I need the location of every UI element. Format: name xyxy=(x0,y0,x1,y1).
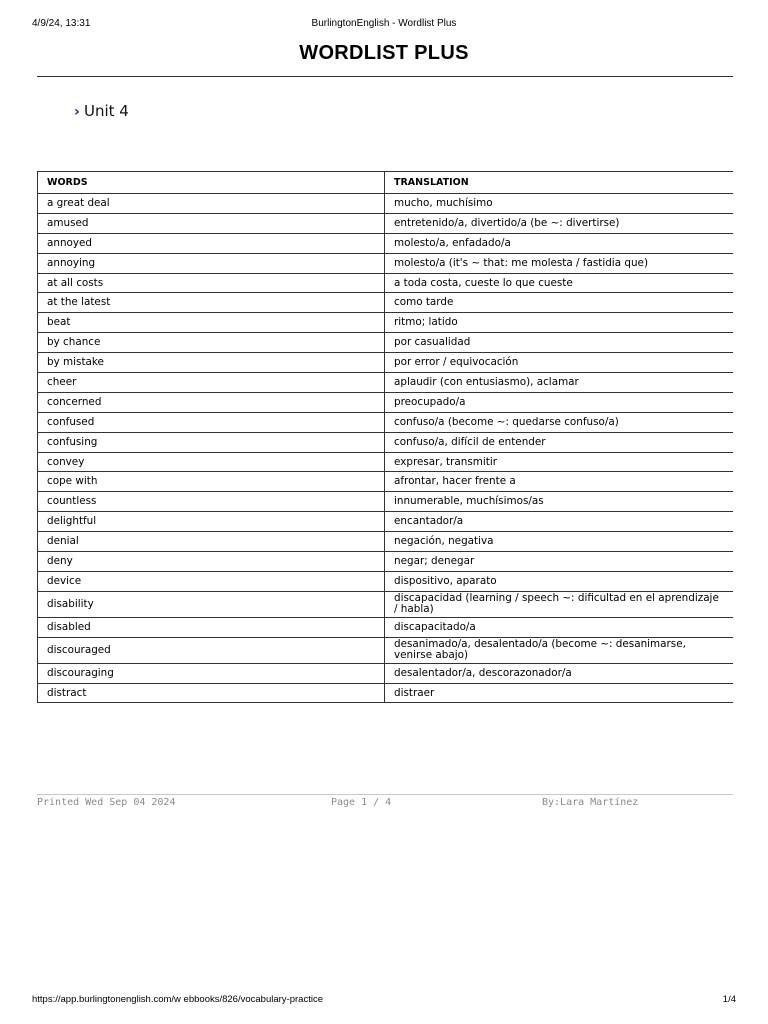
table-body xyxy=(38,194,734,703)
word-cell: confusing xyxy=(38,432,385,452)
translation-cell: molesto/a, enfadado/a xyxy=(385,233,734,253)
word-cell: confused xyxy=(38,412,385,432)
word-cell: cope with xyxy=(38,472,385,492)
translation-cell: expresar, transmitir xyxy=(385,452,734,472)
translation-cell: discapacidad (learning / speech ~: dificultad en el aprendizaje / habla) xyxy=(385,591,734,617)
word-cell: disability xyxy=(38,591,385,617)
word-cell: annoyed xyxy=(38,233,385,253)
print-page-count: 1/4 xyxy=(722,994,736,1005)
translation-cell: innumerable, muchísimos/as xyxy=(385,492,734,512)
table-row xyxy=(38,532,734,552)
table-row xyxy=(38,233,734,253)
table-row xyxy=(38,313,734,333)
table-row xyxy=(38,333,734,353)
word-cell: device xyxy=(38,571,385,591)
translation-cell: ritmo; latido xyxy=(385,313,734,333)
table-row xyxy=(38,512,734,532)
table-row xyxy=(38,637,734,663)
translation-cell: confuso/a (become ~: quedarse confuso/a) xyxy=(385,412,734,432)
word-cell: a great deal xyxy=(38,194,385,214)
unit-heading xyxy=(74,102,129,120)
translation-cell: como tarde xyxy=(385,293,734,313)
column-header-translation: TRANSLATION xyxy=(385,172,734,194)
table-row xyxy=(38,293,734,313)
word-cell: concerned xyxy=(38,392,385,412)
translation-cell: preocupado/a xyxy=(385,392,734,412)
translation-cell: dispositivo, aparato xyxy=(385,571,734,591)
translation-cell: desanimado/a, desalentado/a (become ~: desanimarse, venirse abajo) xyxy=(385,637,734,663)
word-cell: denial xyxy=(38,532,385,552)
translation-cell: por casualidad xyxy=(385,333,734,353)
word-cell: discouraging xyxy=(38,663,385,683)
column-header-words: WORDS xyxy=(38,172,385,194)
print-footer xyxy=(32,994,736,1008)
translation-cell: negación, negativa xyxy=(385,532,734,552)
translation-cell: discapacitado/a xyxy=(385,617,734,637)
footer-divider xyxy=(37,794,733,795)
translation-cell: negar; denegar xyxy=(385,552,734,572)
word-cell: annoying xyxy=(38,253,385,273)
table-row xyxy=(38,432,734,452)
word-cell: beat xyxy=(38,313,385,333)
translation-cell: a toda costa, cueste lo que cueste xyxy=(385,273,734,293)
table-row xyxy=(38,452,734,472)
table-row xyxy=(38,273,734,293)
table-row xyxy=(38,253,734,273)
word-cell: amused xyxy=(38,213,385,233)
document-footer xyxy=(37,797,733,811)
table-row xyxy=(38,571,734,591)
author-byline: By:Lara Martínez xyxy=(542,797,639,808)
word-cell: by chance xyxy=(38,333,385,353)
translation-cell: distraer xyxy=(385,683,734,703)
word-cell: at all costs xyxy=(38,273,385,293)
table-row xyxy=(38,392,734,412)
table-row xyxy=(38,412,734,432)
translation-cell: mucho, muchísimo xyxy=(385,194,734,214)
table-row xyxy=(38,617,734,637)
table-row xyxy=(38,373,734,393)
table-header-row xyxy=(38,172,734,194)
table-row xyxy=(38,194,734,214)
word-cell: deny xyxy=(38,552,385,572)
table-row xyxy=(38,552,734,572)
translation-cell: por error / equivocación xyxy=(385,353,734,373)
table-row xyxy=(38,213,734,233)
word-cell: at the latest xyxy=(38,293,385,313)
page-url: https://app.burlingtonenglish.com/w ebbooks/826/vocabulary-practice xyxy=(32,994,323,1005)
translation-cell: confuso/a, difícil de entender xyxy=(385,432,734,452)
word-cell: disabled xyxy=(38,617,385,637)
word-cell: delightful xyxy=(38,512,385,532)
print-header xyxy=(32,18,736,32)
unit-label: Unit 4 xyxy=(84,102,129,120)
word-cell: convey xyxy=(38,452,385,472)
translation-cell: afrontar, hacer frente a xyxy=(385,472,734,492)
translation-cell: desalentador/a, descorazonador/a xyxy=(385,663,734,683)
word-cell: distract xyxy=(38,683,385,703)
table-row xyxy=(38,683,734,703)
translation-cell: aplaudir (con entusiasmo), aclamar xyxy=(385,373,734,393)
page-number: Page 1 / 4 xyxy=(331,797,392,808)
table-row xyxy=(38,663,734,683)
print-datetime: 4/9/24, 13:31 xyxy=(32,18,91,29)
printed-date: Printed Wed Sep 04 2024 xyxy=(37,797,176,808)
word-cell: countless xyxy=(38,492,385,512)
title-divider xyxy=(37,76,733,77)
table-row xyxy=(38,353,734,373)
table-row xyxy=(38,591,734,617)
word-cell: cheer xyxy=(38,373,385,393)
chevron-right-icon: › xyxy=(74,104,80,120)
table-row xyxy=(38,472,734,492)
translation-cell: molesto/a (it's ~ that: me molesta / fastidia que) xyxy=(385,253,734,273)
translation-cell: encantador/a xyxy=(385,512,734,532)
word-cell: discouraged xyxy=(38,637,385,663)
wordlist-table xyxy=(37,171,733,703)
page-title: WORDLIST PLUS xyxy=(299,42,469,64)
word-cell: by mistake xyxy=(38,353,385,373)
translation-cell: entretenido/a, divertido/a (be ~: divertirse) xyxy=(385,213,734,233)
print-page-title: BurlingtonEnglish - Wordlist Plus xyxy=(311,18,457,29)
table-row xyxy=(38,492,734,512)
